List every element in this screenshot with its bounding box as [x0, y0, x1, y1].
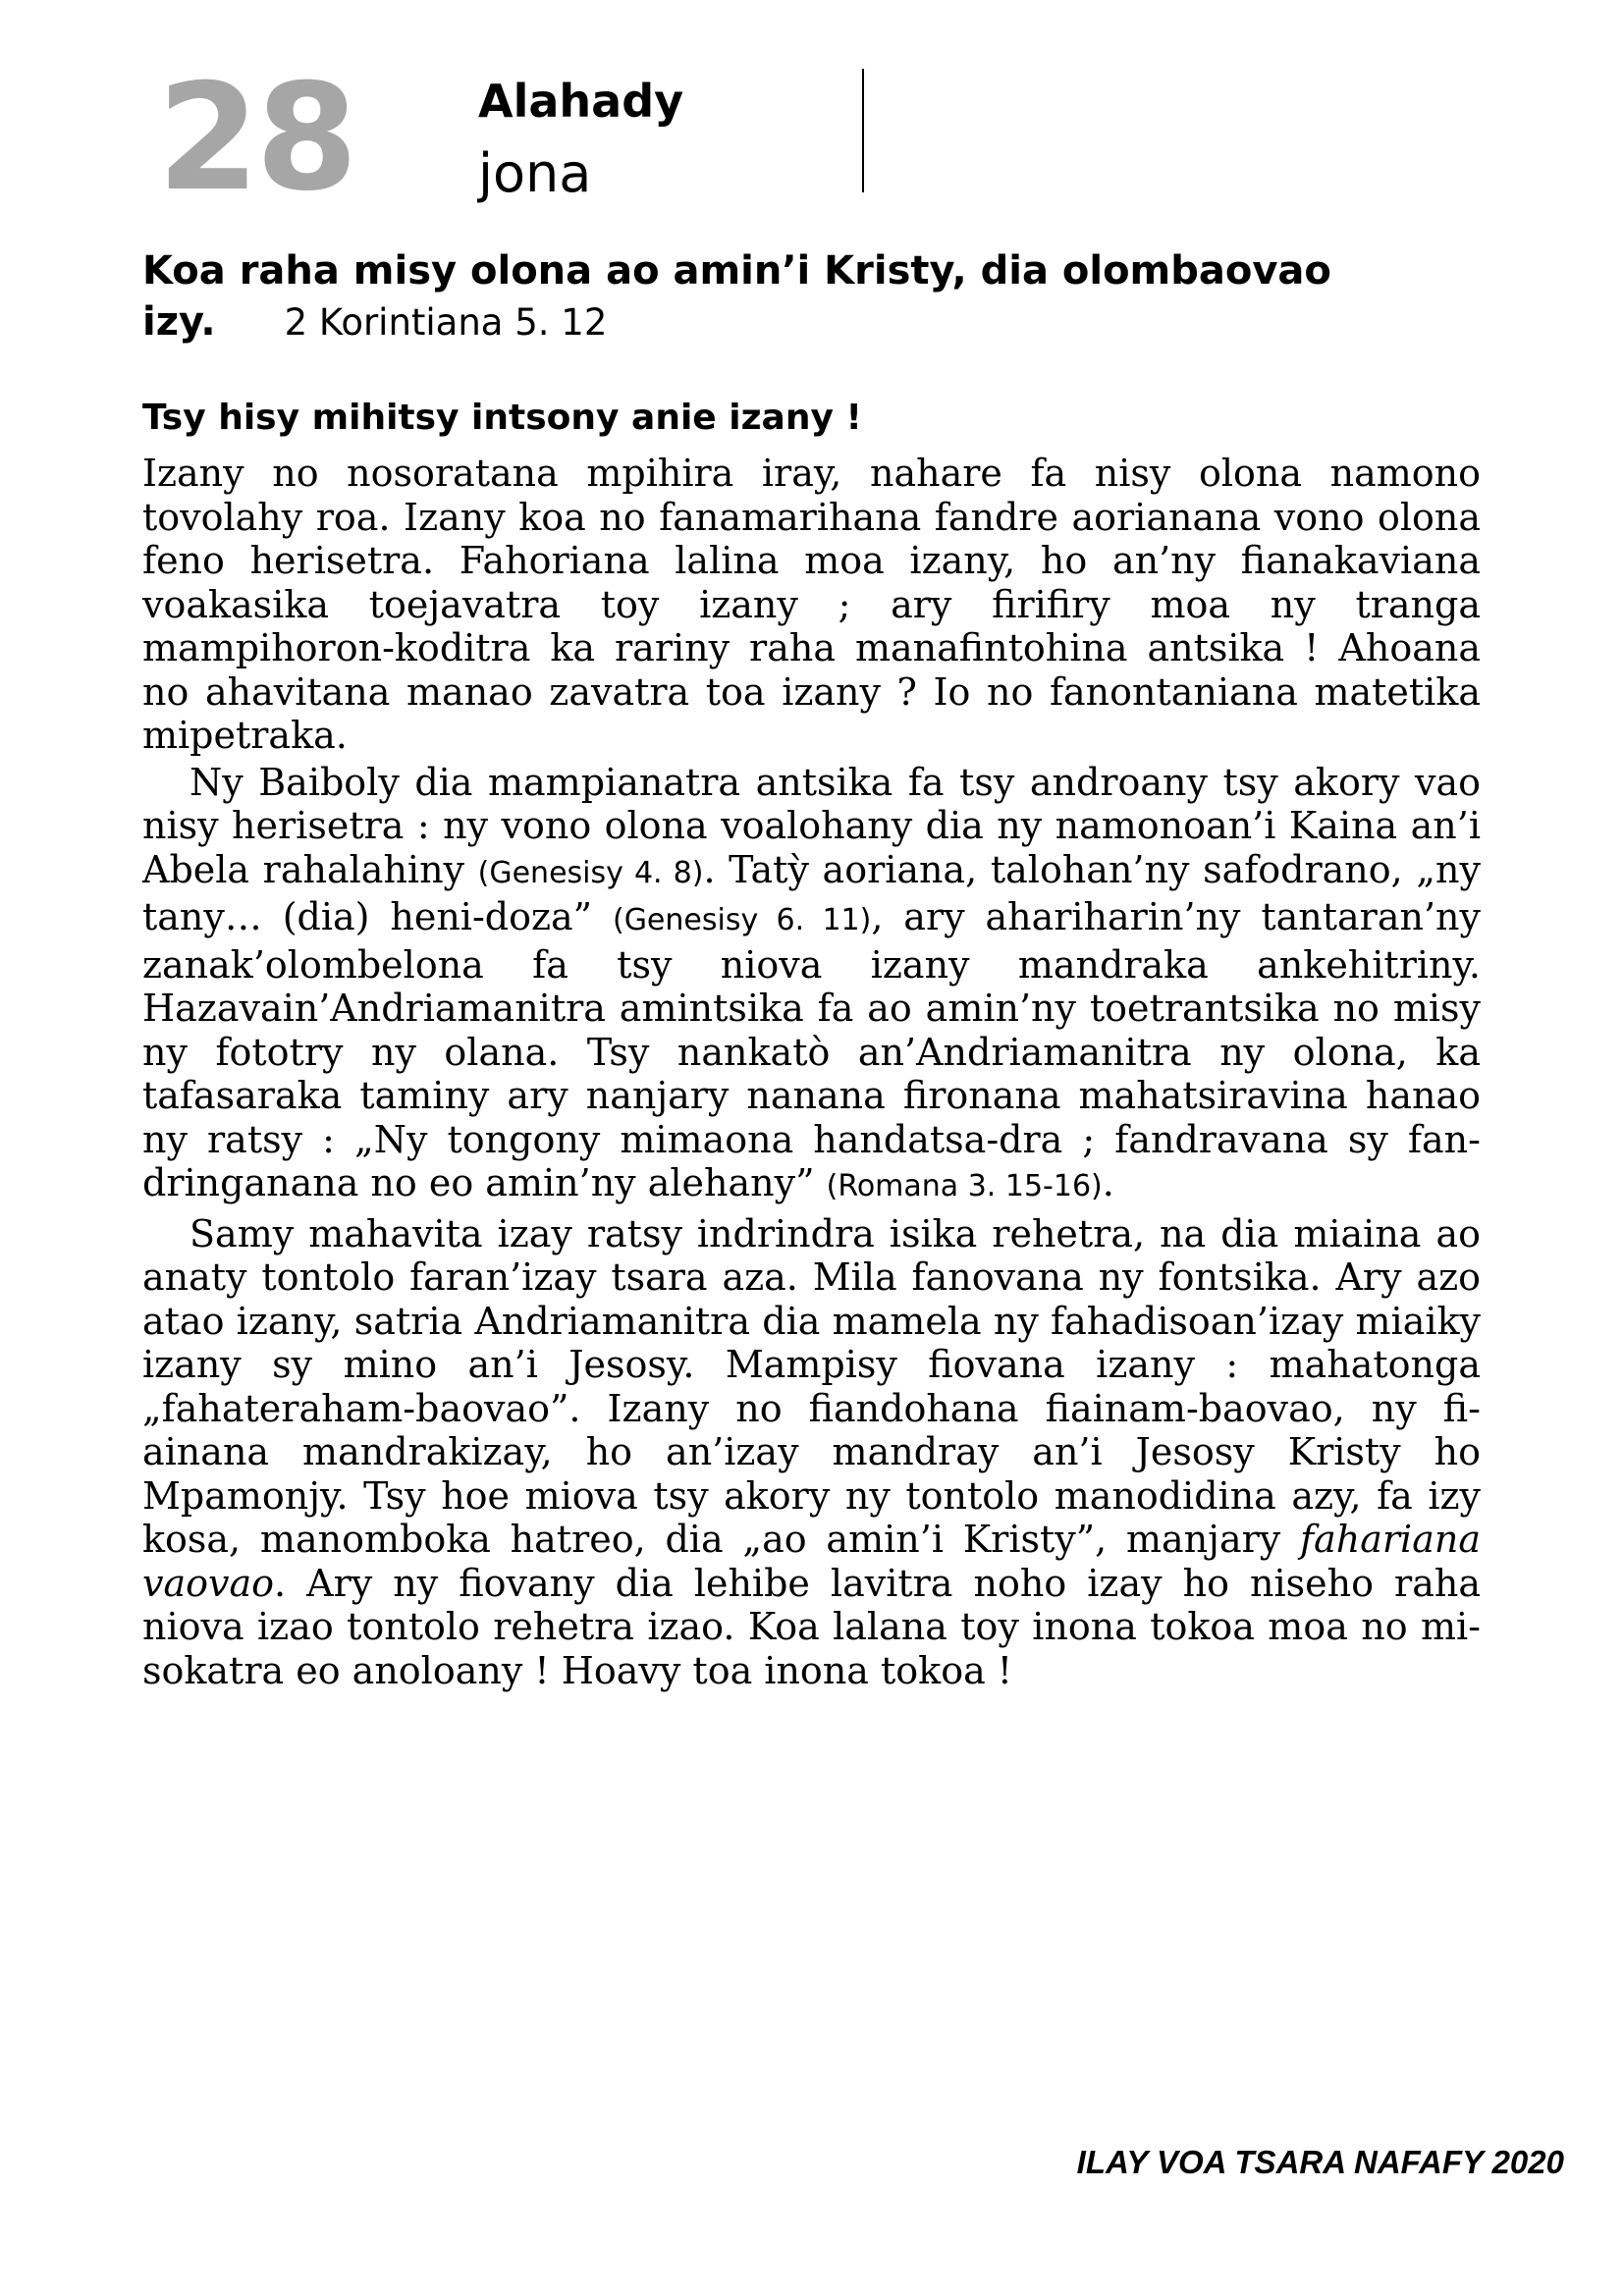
- publication-footer: ILAY VOA TSARA NAFAFY 2020: [1076, 2144, 1564, 2180]
- paragraph-2-part-4: .: [1102, 1161, 1114, 1204]
- bible-reference: (Genesisy 6. 11): [612, 903, 872, 937]
- paragraph-2: [142, 761, 1481, 1209]
- devotion-title: Tsy hisy mihitsy intsony anie izany !: [142, 398, 862, 438]
- paragraph-1: Izany no nosoratana mpihira iray, nahare fa nisy olona namono tovolahy roa. Izany koa no fanamarihana fandre aorianana vono olona feno herisetra. Fahoriana lalina moa izany, ho an’ny fianakaviana voakasika toejavatra toy izany ; ary firifiry moa ny tranga mampihoron-koditra ka rariny raha manafintohina antsika ! Ahoana no ahavitana manao zavatra toa izany ? Io no fanontaniana matetika mipetraka.: [142, 452, 1481, 757]
- paragraph-2-part-2: . Tatỳ aoriana, talohan’ny safodrano, „ny tany… (dia) heni-doza”: [142, 847, 1481, 938]
- verse-reference: 2 Korintiana 5. 12: [284, 301, 608, 344]
- day-number: 28: [157, 53, 354, 224]
- paragraph-2-part-3: , ary ahariharin’ny tantaran’ny zanak’olombelona fa tsy niova izany mandraka ankehitriny. Hazavain’Andriamanitra amintsika fa ao amin’ny toetrantsika no misy ny fototry ny olana. Tsy nankatò an’Andriamanitra ny olona, ka tafasaraka taminy ary nanjary nanana fironana mahatsiravina hanao ny ratsy : „Ny tongony mimaona handatsa-dra ; fandravana sy fandringanana no eo amin’ny alehany”: [142, 895, 1481, 1204]
- page-header: [157, 53, 884, 224]
- bible-reference: (Genesisy 4. 8): [477, 855, 704, 890]
- month: jona: [478, 142, 592, 204]
- emphasis-text: fahariana vaovao: [142, 1518, 1481, 1605]
- bible-reference: (Romana 3. 15-16): [826, 1169, 1103, 1203]
- paragraph-3: [142, 1212, 1481, 1693]
- devotion-body: [142, 452, 1481, 1692]
- weekday: Alahady: [478, 75, 684, 128]
- header-divider: [862, 69, 864, 192]
- verse-block: [142, 245, 1483, 348]
- paragraph-2-part-1: Ny Baiboly dia mampianatra antsika fa tsy androany tsy akory vao nisy herisetra : ny vono olona voalohany dia ny namonoan’i Kaina an’i Abela rahalahiny: [142, 760, 1481, 891]
- verse-text: Koa raha misy olona ao amin’i Kristy, dia olombaovao izy.: [142, 248, 1331, 345]
- paragraph-3-part-2: . Ary ny fiovany dia lehibe lavitra noho izay ho niseho raha niova izao tontolo rehetra izao. Koa lalana toy inona tokoa moa no misokatra eo anoloany ! Hoavy toa inona tokoa !: [142, 1561, 1481, 1692]
- paragraph-3-part-1: Samy mahavita izay ratsy indrindra isika rehetra, na dia miaina ao anaty tontolo faran’izay tsara aza. Mila fanovana ny fontsika. Ary azo atao izany, satria Andriamanitra dia mamela ny fahadisoan’izay miaiky izany sy mino an’i Jesosy. Mampisy fiovana izany : mahatonga „fahateraham-baovao”. Izany no fiandohana fiainam-baovao, ny fiainana mandrakizay, ho an’izay mandray an’i Jesosy Kristy ho Mpamonjy. Tsy hoe miova tsy akory ny tontolo manodidina azy, fa izy kosa, manomboka hatreo, dia „ao amin’i Kristy”, manjary: [142, 1211, 1481, 1561]
